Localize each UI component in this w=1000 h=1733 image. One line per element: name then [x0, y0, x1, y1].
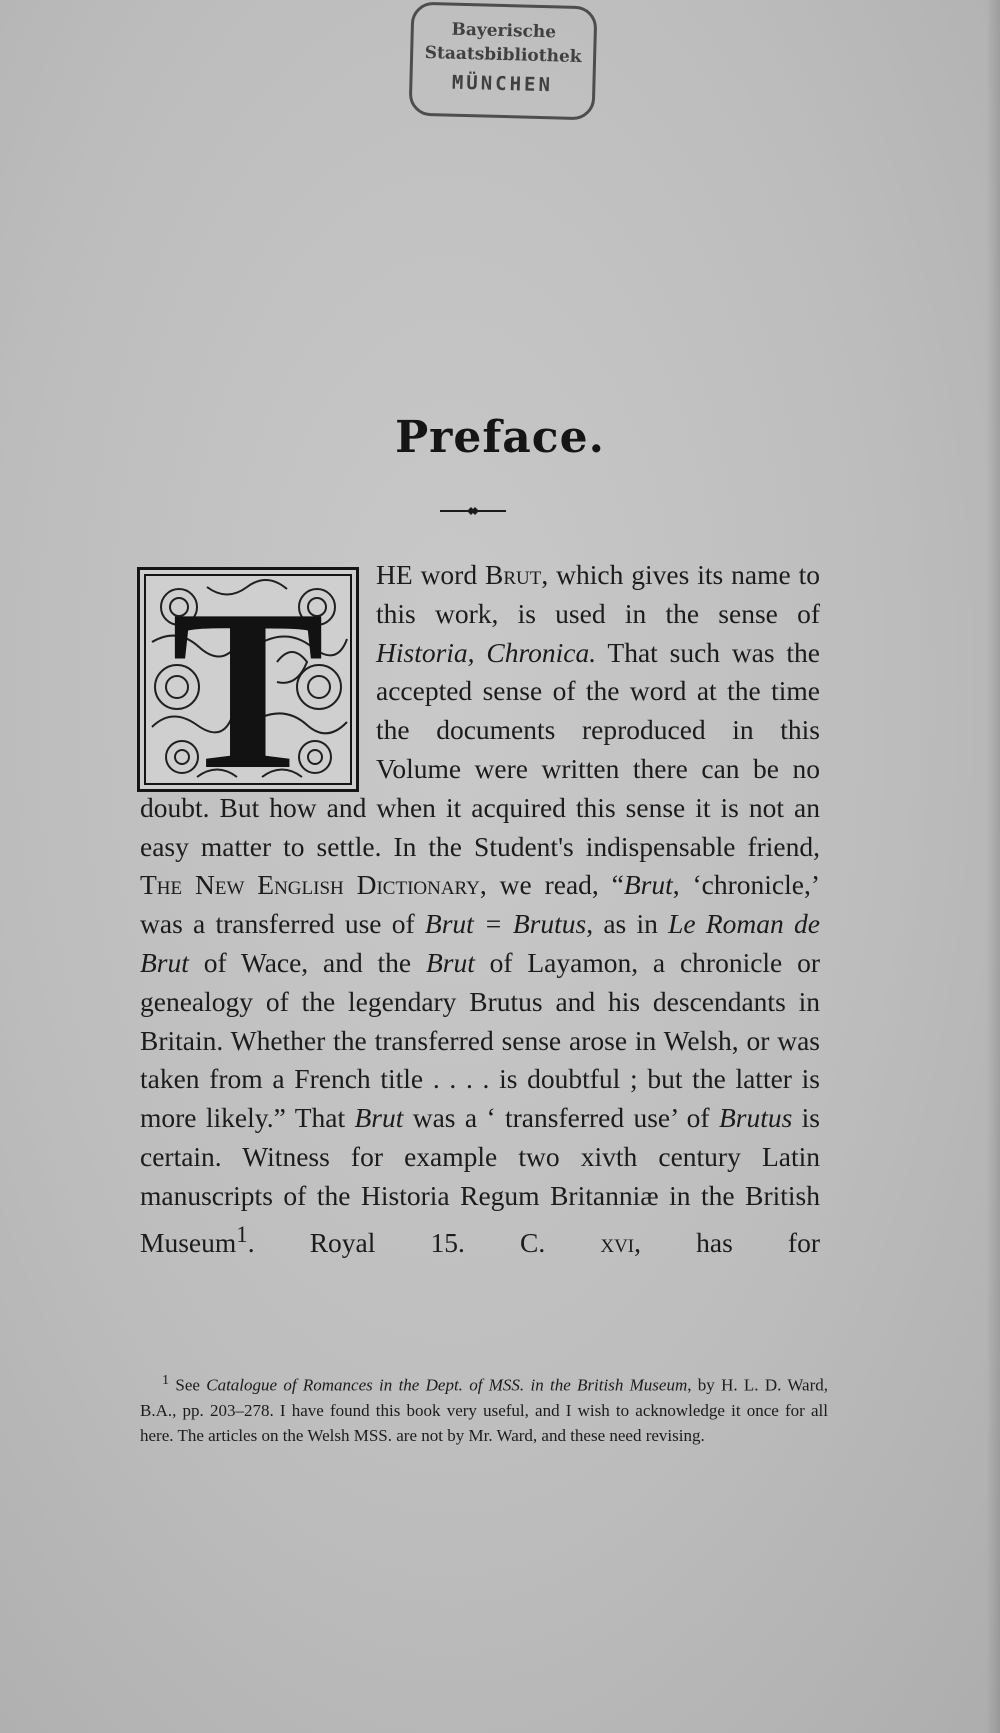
- page-edge-shadow: [986, 0, 1000, 1733]
- drop-cap-spacer: [140, 556, 376, 788]
- text-span: See: [169, 1375, 207, 1395]
- text-span: , as in: [586, 908, 669, 940]
- text-span: , ‘chronicle,’ was a transferred use of: [140, 869, 820, 940]
- footnote-marker: 1: [162, 1372, 170, 1388]
- footnote: [140, 1368, 828, 1448]
- footnote-marker: 1: [236, 1221, 248, 1247]
- stamp-line-3: MÜNCHEN: [451, 71, 554, 97]
- page-title: Preface.: [395, 412, 605, 463]
- stamp-line-1: Bayerische: [451, 19, 557, 43]
- small-caps-span: The New English Dictionary: [140, 869, 480, 901]
- library-stamp: [409, 2, 598, 121]
- italic-span: Catalogue of Romances in the Dept. of MSS. in the British Museum: [206, 1375, 688, 1395]
- text-span: , has for: [634, 1226, 820, 1258]
- italic-span: Historia, Chronica.: [376, 636, 597, 668]
- text-span: . Royal 15. C.: [247, 1226, 601, 1258]
- text-span: is certain. Witness for example two xivth century Latin manuscripts of the Historia Regum Britanniæ in the British Museum: [140, 1102, 821, 1258]
- italic-span: Brut: [354, 1102, 404, 1134]
- italic-span: Brut = Brutus: [424, 908, 587, 940]
- text-span: was a ‘ transferred use’ of: [403, 1102, 719, 1134]
- small-caps-span: Brut: [485, 559, 542, 590]
- stamp-line-2: Staatsbibliothek: [424, 42, 582, 68]
- text-span: , which gives its name to this work, is used in the sense of: [376, 559, 820, 629]
- text-span: , by H. L. D. Ward, B.A., pp. 203–278. I have found this book very useful, and I wish to acknowledge it once for all here. The articles on the Welsh MSS. are not by Mr. Ward, and these need revising.: [140, 1375, 829, 1445]
- text-span: of Wace, and the: [188, 946, 426, 978]
- text-span: HE word: [376, 559, 486, 590]
- italic-span: Brutus: [718, 1102, 793, 1134]
- title-ornament: [440, 505, 506, 517]
- italic-span: Brut: [425, 946, 475, 978]
- text-span: That such was the accepted sense of the word at the time the documents reproduced in this Volume were written there can be no doubt. But how and when it acquired this sense it is not an easy matter to settle. In the Student's indispensable friend,: [140, 636, 820, 862]
- text-span: , we read, “: [479, 869, 624, 901]
- italic-span: Le Roman de Brut: [140, 908, 820, 978]
- preface-body: [140, 556, 820, 1263]
- text-span: of Layamon, a chronicle or genealogy of the legendary Brutus and his descendants in Britain. Whether the transferred sense arose in Welsh, or was taken from a French title . . . . is doubtful ; but the latter is more likely.” That: [140, 946, 820, 1134]
- italic-span: Brut: [623, 869, 673, 901]
- small-caps-span: xvi: [600, 1226, 635, 1258]
- footnote-text: [140, 1368, 828, 1448]
- drop-cap-letter: T: [171, 567, 325, 792]
